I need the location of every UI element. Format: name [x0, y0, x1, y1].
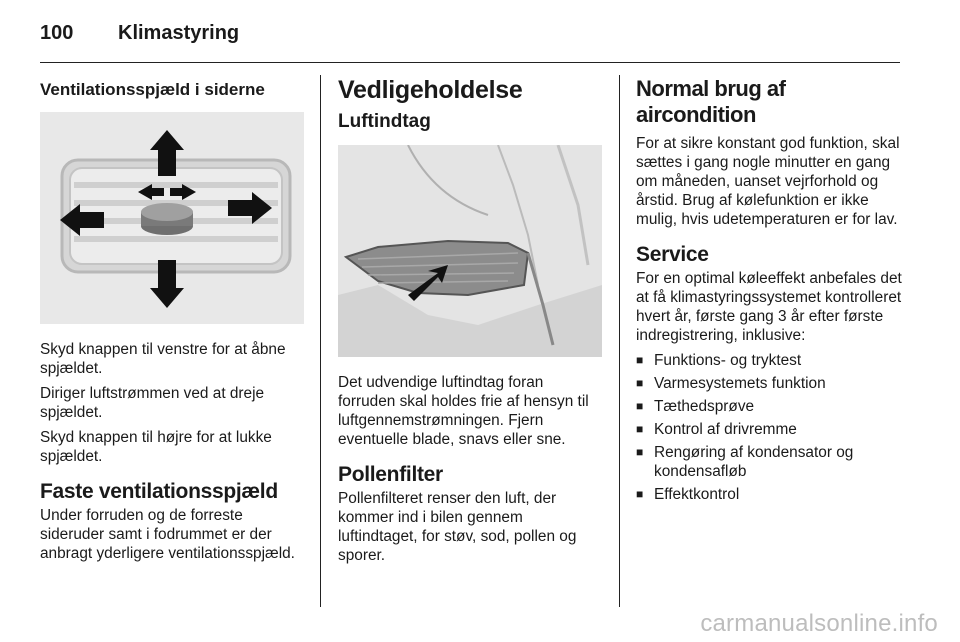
column-right: [636, 72, 904, 508]
bullet-icon: ■: [636, 353, 644, 367]
watermark: carmanualsonline.info: [700, 610, 938, 637]
list-item: [636, 485, 904, 504]
header-rule: [40, 62, 900, 63]
list-item-text: Effektkontrol: [654, 486, 740, 503]
chapter-title: Klimastyring: [118, 21, 240, 44]
side-vents-heading: Ventilationsspjæld i siderne: [40, 80, 265, 99]
bullet-icon: ■: [636, 376, 644, 390]
list-item: [636, 420, 904, 439]
service-checklist: [636, 351, 904, 504]
air-intake-photo: [338, 145, 602, 357]
section-title: Vedligeholdelse: [338, 76, 523, 104]
paragraph: Diriger luftstrømmen ved at dreje spjældet.: [40, 385, 265, 421]
list-item: [636, 443, 904, 481]
air-intake-heading: Luftindtag: [338, 111, 431, 132]
ac-usage-heading: Normal brug af aircondition: [636, 76, 786, 127]
page-number: 100: [40, 21, 74, 44]
paragraph: Det udvendige luftindtag foran forruden skal holdes frie af hensyn til luftgennemstrømningen. Fjern eventuelle blade, snavs eller sne.: [338, 374, 589, 448]
paragraph: For at sikre konstant god funktion, skal sættes i gang nogle minutter en gang om måneden, uanset vejrforhold og årstid. Brug af kølefunktion er ikke mulig, hvis udetemperaturen er for lav.: [636, 135, 900, 228]
bullet-icon: ■: [636, 445, 644, 459]
list-item-text: Tæthedsprøve: [654, 398, 755, 415]
service-heading: Service: [636, 243, 709, 266]
paragraph: For en optimal køleeffekt anbefales det at få klimastyringssystemet kontrolleret hvert år, første gang 3 år efter første indregistrering, inklusive:: [636, 270, 902, 344]
air-intake-drawing: [338, 145, 602, 357]
bullet-icon: ■: [636, 422, 644, 436]
list-item-text: Funktions- og tryktest: [654, 352, 802, 369]
bullet-icon: ■: [636, 399, 644, 413]
list-item-text: Varmesystemets funktion: [654, 375, 826, 392]
list-item-text: Rengøring af kondensator og kondensafløb: [654, 444, 854, 480]
list-item: [636, 374, 904, 393]
page-header: [40, 18, 239, 48]
column-divider: [320, 75, 321, 607]
bullet-icon: ■: [636, 487, 644, 501]
paragraph: Skyd knappen til venstre for at åbne spjældet.: [40, 341, 286, 377]
list-item-text: Kontrol af drivremme: [654, 421, 797, 438]
column-middle: [338, 72, 603, 571]
pollen-filter-heading: Pollenfilter: [338, 463, 443, 486]
column-divider: [619, 75, 620, 607]
list-item: [636, 351, 904, 370]
column-left: [40, 72, 304, 569]
side-vent-illustration: [40, 112, 304, 324]
fixed-vents-heading: Faste ventilationsspjæld: [40, 480, 278, 503]
paragraph: Under forruden og de forreste sideruder samt i fodrummet er der anbragt yderligere ventilationsspjæld.: [40, 507, 295, 562]
list-item: [636, 397, 904, 416]
paragraph: Pollenfilteret renser den luft, der kommer ind i bilen gennem luftindtaget, for støv, sod, pollen og sporer.: [338, 490, 577, 564]
side-vent-drawing: [40, 112, 304, 324]
paragraph: Skyd knappen til højre for at lukke spjældet.: [40, 429, 272, 465]
